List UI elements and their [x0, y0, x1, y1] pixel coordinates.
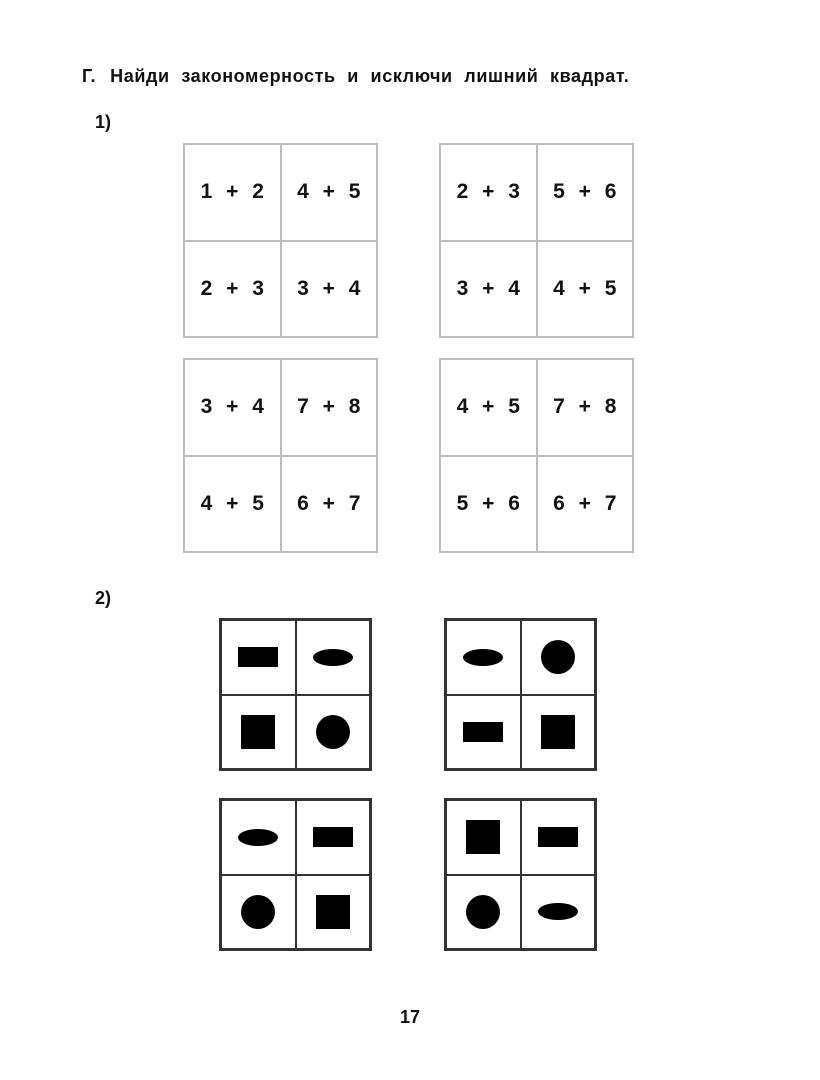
number-cell: 2 + 3 — [440, 144, 537, 241]
rectangle-icon — [313, 827, 353, 847]
part-2-label: 2) — [95, 588, 112, 608]
shape-cell — [296, 695, 371, 770]
number-cell: 4 + 5 — [281, 144, 378, 241]
number-cell: 4 + 5 — [440, 359, 537, 456]
number-cell: 6 + 7 — [281, 456, 378, 553]
number-square-2[interactable] — [439, 143, 634, 338]
number-cell: 3 + 4 — [440, 241, 537, 338]
rectangle-icon — [463, 722, 503, 742]
shape-cell — [521, 800, 596, 875]
ellipse-icon — [538, 903, 578, 920]
square-icon — [541, 715, 575, 749]
shape-cell — [296, 620, 371, 695]
number-cell: 7 + 8 — [537, 359, 634, 456]
circle-icon — [466, 895, 500, 929]
ellipse-icon — [463, 649, 503, 666]
shape-square-3[interactable] — [219, 798, 372, 951]
shape-cell — [521, 620, 596, 695]
shape-cell — [446, 800, 521, 875]
circle-icon — [241, 895, 275, 929]
exercise-instruction: Найди закономерность и исключи лишний квадрат. — [110, 66, 630, 86]
square-icon — [241, 715, 275, 749]
shape-square-4[interactable] — [444, 798, 597, 951]
ellipse-icon — [238, 829, 278, 846]
shape-cell — [221, 695, 296, 770]
number-cell: 5 + 6 — [440, 456, 537, 553]
square-icon — [316, 895, 350, 929]
circle-icon — [541, 640, 575, 674]
number-cell: 7 + 8 — [281, 359, 378, 456]
number-cell: 3 + 4 — [184, 359, 281, 456]
rectangle-icon — [538, 827, 578, 847]
shape-square-1[interactable] — [219, 618, 372, 771]
number-square-4[interactable] — [439, 358, 634, 553]
shape-cell — [446, 695, 521, 770]
square-icon — [466, 820, 500, 854]
number-square-1[interactable] — [183, 143, 378, 338]
shape-cell — [446, 620, 521, 695]
number-cell: 5 + 6 — [537, 144, 634, 241]
rectangle-icon — [238, 647, 278, 667]
part-1-label: 1) — [95, 112, 112, 132]
exercise-heading — [82, 66, 629, 87]
shape-cell — [296, 875, 371, 950]
number-cell: 1 + 2 — [184, 144, 281, 241]
number-cell: 4 + 5 — [184, 456, 281, 553]
circle-icon — [316, 715, 350, 749]
number-square-3[interactable] — [183, 358, 378, 553]
shape-cell — [221, 800, 296, 875]
number-cell: 3 + 4 — [281, 241, 378, 338]
ellipse-icon — [313, 649, 353, 666]
shape-cell — [521, 695, 596, 770]
page-number: 17 — [399, 1007, 421, 1027]
shape-cell — [521, 875, 596, 950]
number-cell: 4 + 5 — [537, 241, 634, 338]
shape-square-2[interactable] — [444, 618, 597, 771]
number-cell: 6 + 7 — [537, 456, 634, 553]
exercise-letter: Г. — [82, 66, 97, 86]
shape-cell — [446, 875, 521, 950]
number-cell: 2 + 3 — [184, 241, 281, 338]
shape-cell — [221, 620, 296, 695]
shape-cell — [296, 800, 371, 875]
shape-cell — [221, 875, 296, 950]
